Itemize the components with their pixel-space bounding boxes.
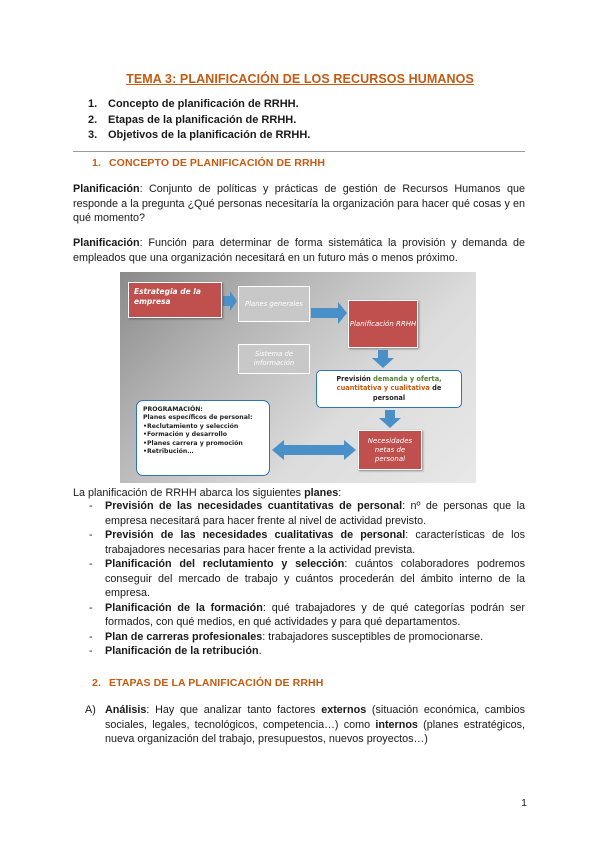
- stage-bold: internos: [375, 718, 418, 731]
- programming-item: •Planes carrera y promoción: [143, 439, 243, 447]
- stage-bold: externos: [321, 704, 367, 716]
- general-plans-box: Planes generales: [238, 286, 310, 322]
- list-marker: A): [85, 704, 96, 716]
- plans-list: [73, 499, 525, 659]
- section-title: CONCEPTO DE PLANIFICACIÓN DE RRHH: [109, 157, 326, 169]
- plans-intro-bold: planes: [304, 487, 339, 499]
- plan-text: : cuántos colaboradores podremos conseguir del mercado de trabajo y cuántos procederán del ámbito interno de la empresa.: [105, 558, 525, 599]
- toc-text: Objetivos de la planificación de RRHH.: [108, 129, 311, 141]
- stage-text: (planes estratégicos, nueva organización del trabajo, presupuestos, nuevos proyectos…): [105, 718, 525, 745]
- plan-term: Previsión de las necesidades cualitativas de personal: [105, 529, 406, 541]
- forecast-suffix-text: de personal: [372, 384, 442, 402]
- section-number: 2.: [92, 677, 101, 689]
- stage-term: Análisis: [105, 704, 147, 716]
- list-item: - Plan de carreras profesionales: trabajadores susceptibles de promocionarse.: [89, 630, 484, 643]
- list-item: - Previsión de las necesidades cualitativas de personal: características de los trabajadores necesarias para hacer frente a la actividad prevista.: [89, 529, 525, 556]
- programming-item: •Formación y desarrollo: [143, 431, 227, 439]
- definition-text: : Conjunto de políticas y prácticas de gestión de Recursos Humanos que responde a la pregunta ¿Qué personas necesitaría la organización para hacer qué cosas y en qué momento?: [73, 183, 525, 224]
- toc-text: Etapas de la planificación de RRHH.: [108, 113, 297, 126]
- information-system-box: Sistema de información: [238, 344, 310, 374]
- table-of-contents: [88, 97, 310, 144]
- plan-term: Plan de carreras profesionales: [105, 630, 263, 643]
- toc-number: 3.: [88, 129, 98, 141]
- net-needs-box: Necesidades netas de personal: [358, 430, 422, 470]
- programming-subtitle: Planes específicos de personal:: [143, 414, 253, 422]
- forecast-demand-text: demanda y oferta,: [373, 374, 442, 383]
- arrow-right-icon: [223, 291, 237, 311]
- section-title: ETAPAS DE LA PLANIFICACIÓN DE RRHH: [109, 677, 324, 689]
- list-item: [73, 703, 525, 747]
- forecast-box: [316, 370, 462, 408]
- forecast-quant-text: cuantitativa y cualitativa: [336, 384, 430, 393]
- programming-title: PROGRAMACIÓN:: [143, 406, 203, 413]
- stage-text: : Hay que analizar tanto factores: [146, 704, 322, 716]
- plan-text: : qué trabajadores y de qué categorías podrán ser formados, con qué medios, en qué actividades y para qué departamentos.: [105, 601, 525, 628]
- plan-term: Planificación de la retribución: [105, 645, 259, 657]
- plan-text: : trabajadores susceptibles de promocionarse.: [262, 630, 484, 643]
- toc-item: [88, 113, 310, 129]
- section-heading-1: [92, 157, 325, 169]
- strategy-box: Estrategia de la empresa: [128, 282, 222, 318]
- stage-text: (situación económica, cambios sociales, legales, tecnológicos, competencia…) como: [105, 704, 525, 731]
- plan-term: Planificación del reclutamiento y selección: [105, 558, 345, 570]
- page-number: 1: [521, 797, 527, 809]
- definition-term: Planificación: [73, 183, 140, 195]
- divider: [73, 151, 525, 152]
- plan-text: : nº de personas que la empresa necesitará para hacer frente al nivel de actividad previsto.: [105, 500, 526, 527]
- programming-box: [136, 400, 270, 476]
- double-arrow-icon: [272, 440, 356, 460]
- section-heading-2: [92, 677, 323, 689]
- arrow-down-icon: [379, 410, 401, 428]
- plan-term: Previsión de las necesidades cuantitativas de personal: [105, 500, 403, 512]
- plans-intro-colon: :: [338, 487, 342, 499]
- list-item: - Planificación del reclutamiento y selección: cuántos colaboradores podremos conseguir del mercado de trabajo y cuántos procederán del ámbito interno de la empresa.: [89, 558, 525, 599]
- definition-paragraph-2: [73, 236, 525, 265]
- list-item: - Planificación de la retribución.: [89, 645, 262, 657]
- list-item: - Planificación de la formación: qué trabajadores y de qué categorías podrán ser formados, con qué medios, en qué actividades y para qué departamentos.: [89, 601, 525, 628]
- programming-item: •Retribución…: [143, 448, 194, 456]
- plan-text: : características de los trabajadores necesarias para hacer frente a la actividad prevista.: [105, 529, 525, 556]
- planning-diagram: [120, 272, 476, 483]
- hr-planning-box: Planificación RRHH: [348, 300, 418, 348]
- toc-item: [88, 128, 310, 144]
- arrow-right-icon: [311, 302, 347, 324]
- definition-text: : Función para determinar de forma sistemática la provisión y demanda de empleados que una organización necesitará en un futuro más o menos próximo.: [73, 237, 525, 264]
- section-number: 1.: [92, 157, 101, 169]
- arrow-down-icon: [372, 350, 394, 368]
- definition-term: Planificación: [73, 237, 140, 249]
- document-title: TEMA 3: PLANIFICACIÓN DE LOS RECURSOS HUMANOS: [126, 72, 474, 86]
- toc-item: [88, 97, 310, 113]
- stages-list: [73, 703, 525, 747]
- toc-number: 1.: [88, 98, 98, 110]
- plan-text: .: [258, 645, 262, 657]
- programming-item: •Reclutamiento y selección: [143, 422, 239, 430]
- plan-term: Planificación de la formación: [105, 601, 263, 614]
- list-item: - Previsión de las necesidades cuantitativas de personal: nº de personas que la empresa necesitará para hacer frente al nivel de actividad previsto.: [89, 500, 526, 527]
- plans-intro-text: La planificación de RRHH abarca los siguientes: [73, 487, 305, 499]
- definition-paragraph-1: [73, 182, 525, 226]
- forecast-text: Previsión: [336, 374, 374, 383]
- toc-text: Concepto de planificación de RRHH.: [108, 98, 299, 110]
- toc-number: 2.: [88, 113, 98, 126]
